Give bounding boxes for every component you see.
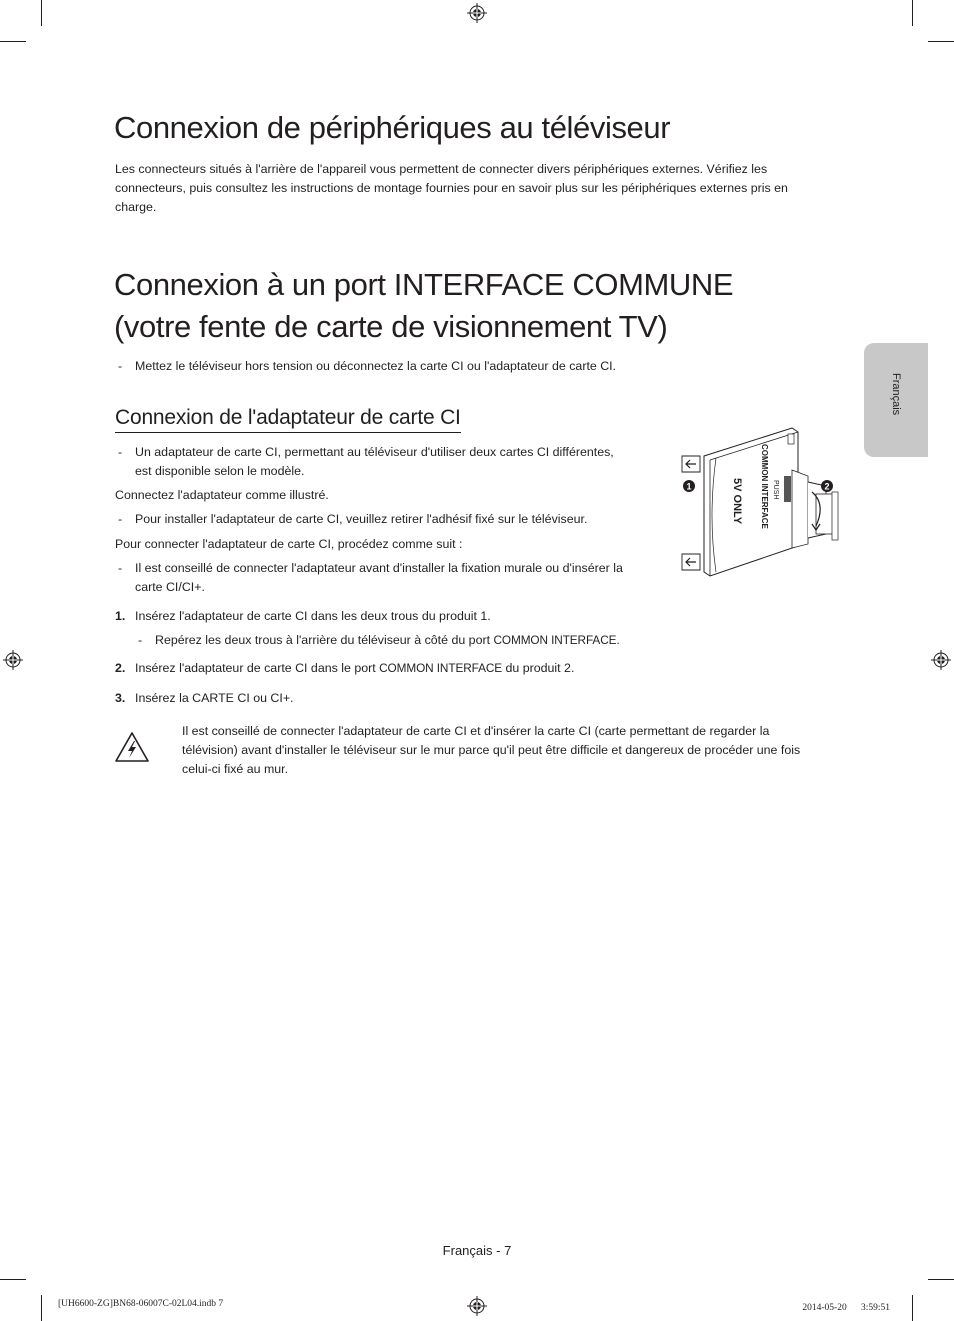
section-title-line: (votre fente de carte de visionnement TV)	[114, 309, 668, 344]
warning-text	[182, 722, 800, 779]
section-title-line: Connexion à un port INTERFACE COMMUNE	[114, 267, 734, 302]
adapter-note	[0, 443, 700, 483]
adapter-note-line: Un adaptateur de carte CI, permettant au téléviseur d'utiliser deux cartes CI différentes,	[135, 445, 614, 459]
wall-note-line: carte CI/CI+.	[135, 580, 205, 594]
adapter-note-line: est disponible selon le modèle.	[135, 464, 305, 478]
marker-2: 2	[824, 481, 830, 492]
dash: -	[118, 512, 123, 526]
dash: -	[138, 633, 143, 647]
dash: -	[118, 359, 123, 373]
warning-line: celui-ci fixé au mur.	[182, 762, 289, 776]
step-1-sub-after: .	[616, 633, 620, 647]
dash: -	[118, 445, 123, 459]
step-number: 1.	[115, 609, 126, 623]
step-text: Insérez la CARTE CI ou CI+.	[135, 691, 294, 705]
step-1-sub	[0, 631, 900, 651]
step-3	[0, 689, 900, 709]
step-1-sub-before: Repérez les deux trous à l'arrière du téléviseur à côté du port	[155, 633, 494, 647]
step-text	[135, 659, 574, 678]
imprint-file: [UH6600-ZG]BN68-06007C-02L04.indb 7	[58, 1299, 224, 1309]
section-note-text: Mettez le téléviseur hors tension ou déconnectez la carte CI ou l'adaptateur de carte CI.	[135, 359, 617, 373]
crop-mark	[41, 0, 42, 26]
dash: -	[118, 561, 123, 575]
step-1	[0, 607, 900, 627]
page-footer: Français - 7	[442, 1243, 512, 1258]
warning-line: Il est conseillé de connecter l'adaptateur de carte CI et d'insérer la carte CI (carte permettant de regarder la	[182, 724, 770, 738]
port-name: COMMON INTERFACE	[493, 633, 617, 647]
page-title: Connexion de périphériques au téléviseur	[114, 110, 671, 145]
crop-mark	[41, 1295, 42, 1321]
registration-mark-icon	[931, 650, 951, 670]
install-note-text: Pour installer l'adaptateur de carte CI, veuillez retirer l'adhésif fixé sur le téléviseur.	[135, 512, 588, 526]
procedure-intro: Pour connecter l'adaptateur de carte CI, procédez comme suit :	[115, 537, 463, 551]
crop-mark	[928, 41, 954, 42]
step-2-before: Insérez l'adaptateur de carte CI dans le port	[135, 661, 380, 675]
step-2-after: du produit 2.	[502, 661, 575, 675]
crop-mark	[0, 41, 26, 42]
install-note	[0, 510, 700, 530]
common-interface-label: COMMON INTERFACE	[760, 444, 769, 529]
connect-as-shown: Connectez l'adaptateur comme illustré.	[115, 488, 329, 502]
language-tab	[864, 343, 928, 457]
intro-line: connecteurs, puis consultez les instructions de montage fournies pour en savoir plus sur les périphériques externes pris en	[115, 181, 788, 195]
port-name: COMMON INTERFACE	[379, 661, 503, 675]
registration-mark-icon	[467, 1296, 487, 1316]
crop-mark	[0, 1279, 26, 1280]
imprint-date: 2014-05-20 3:59:51	[802, 1303, 890, 1313]
warning-line: télévision) avant d'installer le téléviseur sur le mur parce qu'il peut être difficile et dangereux de procéder une fois	[182, 743, 801, 757]
ci-adapter-diagram	[676, 426, 842, 578]
section-title	[114, 264, 733, 348]
registration-mark-icon	[467, 3, 487, 23]
subsection-title: Connexion de l'adaptateur de carte CI	[115, 406, 461, 433]
language-tab-label: Français	[890, 373, 902, 416]
step-1-sub-text	[155, 631, 620, 650]
wall-note	[0, 559, 700, 599]
step-text: Insérez l'adaptateur de carte CI dans les deux trous du produit 1.	[135, 609, 491, 623]
intro-line: Les connecteurs situés à l'arrière de l'appareil vous permettent de connecter divers périphériques externes. Vérifiez les	[115, 162, 768, 176]
intro-line: charge.	[115, 200, 157, 214]
wall-note-line: Il est conseillé de connecter l'adaptateur avant d'installer la fixation murale ou d'insérer la	[135, 561, 623, 575]
crop-mark	[928, 1279, 954, 1280]
step-number: 2.	[115, 661, 126, 675]
crop-mark	[912, 0, 913, 26]
warning-icon	[114, 731, 150, 763]
push-label: PUSH	[772, 480, 779, 500]
step-2	[0, 659, 900, 679]
intro-paragraph	[115, 160, 788, 217]
marker-1: 1	[686, 481, 692, 492]
crop-mark	[912, 1295, 913, 1321]
step-number: 3.	[115, 691, 126, 705]
voltage-label: 5V ONLY	[731, 478, 743, 525]
